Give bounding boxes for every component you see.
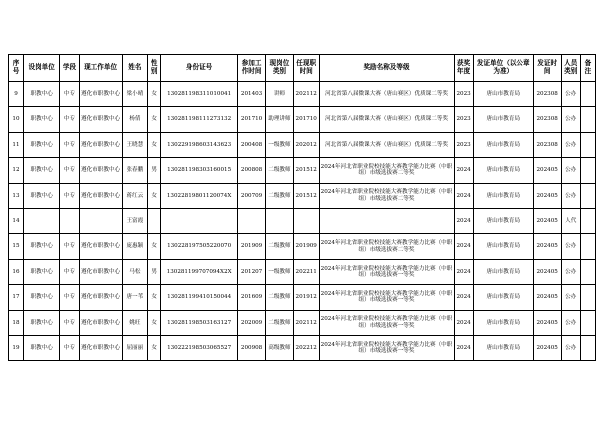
stage-cell: 中专 xyxy=(60,82,79,107)
issuer-cell: 唐山市教育局 xyxy=(473,285,533,310)
gender-cell: 女 xyxy=(148,132,161,157)
stage-cell: 中专 xyxy=(60,183,79,208)
note-cell xyxy=(580,107,595,132)
award-cell: 2024年河北省职业院校技能大赛教学能力比赛（中职组）市级选拔赛一等奖 xyxy=(319,335,454,360)
row-number-cell: 18 xyxy=(9,310,24,335)
id-number-cell: 130281198303160015 xyxy=(161,158,238,183)
header-row xyxy=(9,55,596,82)
post-type-cell xyxy=(266,208,294,233)
name-cell: 姚旺 xyxy=(122,310,148,335)
work-unit-cell: 遵化市职教中心 xyxy=(79,335,122,360)
start-date-cell: 200908 xyxy=(238,335,266,360)
row-number-cell: 13 xyxy=(9,183,24,208)
staff-type-cell: 公办 xyxy=(561,285,580,310)
post-unit-cell: 职教中心 xyxy=(23,335,59,360)
stage-cell: 中专 xyxy=(60,234,79,259)
note-cell xyxy=(580,208,595,233)
award-year-cell: 2023 xyxy=(454,82,473,107)
row-number-cell: 11 xyxy=(9,132,24,157)
issuer-cell: 唐山市教育局 xyxy=(473,183,533,208)
stage-cell: 中专 xyxy=(60,107,79,132)
since-date-cell: 202112 xyxy=(293,82,319,107)
award-year-cell: 2024 xyxy=(454,158,473,183)
column-header: 现工作单位 xyxy=(79,55,122,82)
start-date-cell xyxy=(238,208,266,233)
column-header: 现岗位类别 xyxy=(266,55,294,82)
name-cell: 蒋红云 xyxy=(122,183,148,208)
award-cell xyxy=(319,208,454,233)
name-cell: 杨倩 xyxy=(122,107,148,132)
award-cell: 2024年河北省职业院校技能大赛教学能力比赛（中职组）市级选拔赛一等奖 xyxy=(319,310,454,335)
staff-type-cell: 公办 xyxy=(561,259,580,284)
name-cell: 梁小晴 xyxy=(122,82,148,107)
post-unit-cell: 职教中心 xyxy=(23,285,59,310)
column-header: 身份证号 xyxy=(161,55,238,82)
gender-cell xyxy=(148,208,161,233)
name-cell: 张春鹏 xyxy=(122,158,148,183)
work-unit-cell: 遵化市职教中心 xyxy=(79,234,122,259)
name-cell: 王晓慧 xyxy=(122,132,148,157)
gender-cell: 男 xyxy=(148,259,161,284)
issue-date-cell: 202308 xyxy=(533,107,561,132)
issue-date-cell: 202405 xyxy=(533,335,561,360)
table-row xyxy=(9,158,596,183)
start-date-cell: 201710 xyxy=(238,107,266,132)
post-type-cell: 一级教师 xyxy=(266,259,294,284)
row-number-cell: 16 xyxy=(9,259,24,284)
post-type-cell: 高级教师 xyxy=(266,335,294,360)
row-number-cell: 17 xyxy=(9,285,24,310)
id-number-cell: 13022819801120074X xyxy=(161,183,238,208)
table-row xyxy=(9,82,596,107)
column-header: 设岗单位 xyxy=(23,55,59,82)
id-number-cell xyxy=(161,208,238,233)
work-unit-cell: 遵化市职教中心 xyxy=(79,158,122,183)
post-unit-cell: 职教中心 xyxy=(23,234,59,259)
since-date-cell: 202211 xyxy=(293,259,319,284)
gender-cell: 女 xyxy=(148,310,161,335)
work-unit-cell: 遵化市职教中心 xyxy=(79,259,122,284)
award-year-cell: 2023 xyxy=(454,132,473,157)
column-header: 性别 xyxy=(148,55,161,82)
row-number-cell: 15 xyxy=(9,234,24,259)
staff-type-cell: 公办 xyxy=(561,310,580,335)
gender-cell: 女 xyxy=(148,107,161,132)
gender-cell: 女 xyxy=(148,82,161,107)
issue-date-cell: 202405 xyxy=(533,285,561,310)
award-cell: 河北省第八届微课大赛（唐山赛区）优质课二等奖 xyxy=(319,132,454,157)
table-row xyxy=(9,310,596,335)
row-number-cell: 14 xyxy=(9,208,24,233)
note-cell xyxy=(580,335,595,360)
start-date-cell: 200709 xyxy=(238,183,266,208)
post-type-cell: 二级教师 xyxy=(266,310,294,335)
issuer-cell: 唐山市教育局 xyxy=(473,132,533,157)
staff-type-cell: 公办 xyxy=(561,107,580,132)
column-header: 发证单位（以公章为准） xyxy=(473,55,533,82)
table-row xyxy=(9,234,596,259)
issuer-cell: 唐山市教育局 xyxy=(473,107,533,132)
id-number-cell: 130281198311010041 xyxy=(161,82,238,107)
issuer-cell: 唐山市教育局 xyxy=(473,82,533,107)
work-unit-cell: 遵化市职教中心 xyxy=(79,82,122,107)
gender-cell: 女 xyxy=(148,234,161,259)
issuer-cell: 唐山市教育局 xyxy=(473,208,533,233)
note-cell xyxy=(580,82,595,107)
id-number-cell: 130281199410150044 xyxy=(161,285,238,310)
work-unit-cell xyxy=(79,208,122,233)
note-cell xyxy=(580,310,595,335)
staff-type-cell: 公办 xyxy=(561,183,580,208)
column-header: 姓名 xyxy=(122,55,148,82)
table-row xyxy=(9,208,596,233)
award-year-cell: 2024 xyxy=(454,183,473,208)
post-unit-cell: 职教中心 xyxy=(23,310,59,335)
stage-cell: 中专 xyxy=(60,310,79,335)
work-unit-cell: 遵化市职教中心 xyxy=(79,285,122,310)
gender-cell: 女 xyxy=(148,335,161,360)
award-cell: 河北省第八届微课大赛（唐山赛区）优质课二等奖 xyxy=(319,82,454,107)
note-cell xyxy=(580,285,595,310)
issuer-cell: 唐山市教育局 xyxy=(473,335,533,360)
column-header: 参加工作时间 xyxy=(238,55,266,82)
work-unit-cell: 遵化市职教中心 xyxy=(79,183,122,208)
column-header: 序号 xyxy=(9,55,24,82)
note-cell xyxy=(580,259,595,284)
start-date-cell: 200408 xyxy=(238,132,266,157)
post-unit-cell: 职教中心 xyxy=(23,132,59,157)
award-year-cell: 2024 xyxy=(454,335,473,360)
id-number-cell: 130281198111273132 xyxy=(161,107,238,132)
award-cell: 2024年河北省职业院校技能大赛教学能力比赛（中职组）市级选拔赛一等奖 xyxy=(319,259,454,284)
stage-cell: 中专 xyxy=(60,335,79,360)
staff-type-cell: 公办 xyxy=(561,234,580,259)
row-number-cell: 9 xyxy=(9,82,24,107)
work-unit-cell: 遵化市职教中心 xyxy=(79,107,122,132)
issue-date-cell: 202405 xyxy=(533,208,561,233)
name-cell: 唐一苇 xyxy=(122,285,148,310)
post-unit-cell: 职教中心 xyxy=(23,82,59,107)
since-date-cell: 201912 xyxy=(293,285,319,310)
award-cell: 2024年河北省职业院校技能大赛教学能力比赛（中职组）市级选拔赛一等奖 xyxy=(319,285,454,310)
since-date-cell: 201512 xyxy=(293,183,319,208)
stage-cell xyxy=(60,208,79,233)
issuer-cell: 唐山市教育局 xyxy=(473,158,533,183)
award-year-cell: 2024 xyxy=(454,234,473,259)
start-date-cell: 202009 xyxy=(238,310,266,335)
id-number-cell: 130228197505220070 xyxy=(161,234,238,259)
name-cell: 马松 xyxy=(122,259,148,284)
note-cell xyxy=(580,158,595,183)
gender-cell: 男 xyxy=(148,158,161,183)
award-cell: 2024年河北省职业院校技能大赛教学能力比赛（中职组）市级选拔赛二等奖 xyxy=(319,158,454,183)
stage-cell: 中专 xyxy=(60,158,79,183)
row-number-cell: 10 xyxy=(9,107,24,132)
table-row xyxy=(9,132,596,157)
start-date-cell: 201207 xyxy=(238,259,266,284)
since-date-cell: 202012 xyxy=(293,132,319,157)
note-cell xyxy=(580,183,595,208)
staff-type-cell: 公办 xyxy=(561,158,580,183)
post-unit-cell: 职教中心 xyxy=(23,183,59,208)
id-number-cell: 130229198603143623 xyxy=(161,132,238,157)
table-row xyxy=(9,285,596,310)
award-year-cell: 2024 xyxy=(454,285,473,310)
staff-type-cell: 公办 xyxy=(561,82,580,107)
name-cell: 庞惠颖 xyxy=(122,234,148,259)
gender-cell: 女 xyxy=(148,285,161,310)
post-type-cell: 二级教师 xyxy=(266,158,294,183)
since-date-cell: 201710 xyxy=(293,107,319,132)
name-cell: 屈丽丽 xyxy=(122,335,148,360)
since-date-cell: 202112 xyxy=(293,310,319,335)
column-header: 发证时间 xyxy=(533,55,561,82)
post-type-cell: 二级教师 xyxy=(266,183,294,208)
award-year-cell: 2024 xyxy=(454,259,473,284)
awards-table xyxy=(8,54,596,361)
since-date-cell: 201512 xyxy=(293,158,319,183)
column-header: 任现职时间 xyxy=(293,55,319,82)
issue-date-cell: 202405 xyxy=(533,259,561,284)
column-header: 获奖年度 xyxy=(454,55,473,82)
issue-date-cell: 202308 xyxy=(533,132,561,157)
award-cell: 2024年河北省职业院校技能大赛教学能力比赛（中职组）市级选拔赛二等奖 xyxy=(319,234,454,259)
post-type-cell: 二级教师 xyxy=(266,234,294,259)
start-date-cell: 201909 xyxy=(238,234,266,259)
issuer-cell: 唐山市教育局 xyxy=(473,234,533,259)
award-year-cell: 2024 xyxy=(454,310,473,335)
start-date-cell: 200808 xyxy=(238,158,266,183)
work-unit-cell: 遵化市职教中心 xyxy=(79,310,122,335)
note-cell xyxy=(580,234,595,259)
table-row xyxy=(9,183,596,208)
start-date-cell: 201403 xyxy=(238,82,266,107)
staff-type-cell: 人代 xyxy=(561,208,580,233)
post-type-cell: 助理讲师 xyxy=(266,107,294,132)
row-number-cell: 12 xyxy=(9,158,24,183)
stage-cell: 中专 xyxy=(60,259,79,284)
work-unit-cell: 遵化市职教中心 xyxy=(79,132,122,157)
post-unit-cell xyxy=(23,208,59,233)
post-unit-cell: 职教中心 xyxy=(23,259,59,284)
post-type-cell: 讲师 xyxy=(266,82,294,107)
column-header: 人员类别 xyxy=(561,55,580,82)
column-header: 奖励名称及等级 xyxy=(319,55,454,82)
issue-date-cell: 202405 xyxy=(533,310,561,335)
id-number-cell: 130281199707094X2X xyxy=(161,259,238,284)
name-cell: 王富霞 xyxy=(122,208,148,233)
since-date-cell: 201909 xyxy=(293,234,319,259)
issuer-cell: 唐山市教育局 xyxy=(473,310,533,335)
gender-cell: 女 xyxy=(148,183,161,208)
issuer-cell: 唐山市教育局 xyxy=(473,259,533,284)
id-number-cell: 130281198503163127 xyxy=(161,310,238,335)
issue-date-cell: 202308 xyxy=(533,82,561,107)
start-date-cell: 201609 xyxy=(238,285,266,310)
post-type-cell: 一级教师 xyxy=(266,132,294,157)
staff-type-cell: 公办 xyxy=(561,132,580,157)
column-header: 备注 xyxy=(580,55,595,82)
staff-type-cell: 公办 xyxy=(561,335,580,360)
post-type-cell: 二级教师 xyxy=(266,285,294,310)
award-year-cell: 2023 xyxy=(454,107,473,132)
row-number-cell: 19 xyxy=(9,335,24,360)
issue-date-cell: 202405 xyxy=(533,183,561,208)
issue-date-cell: 202405 xyxy=(533,158,561,183)
stage-cell: 中专 xyxy=(60,285,79,310)
table-body xyxy=(9,82,596,361)
award-cell: 河北省第八届微课大赛（唐山赛区）优质课二等奖 xyxy=(319,107,454,132)
id-number-cell: 130222198503065527 xyxy=(161,335,238,360)
table-row xyxy=(9,335,596,360)
post-unit-cell: 职教中心 xyxy=(23,107,59,132)
since-date-cell: 202212 xyxy=(293,335,319,360)
issue-date-cell: 202405 xyxy=(533,234,561,259)
column-header: 学段 xyxy=(60,55,79,82)
since-date-cell xyxy=(293,208,319,233)
post-unit-cell: 职教中心 xyxy=(23,158,59,183)
table-row xyxy=(9,107,596,132)
table-row xyxy=(9,259,596,284)
award-year-cell: 2024 xyxy=(454,208,473,233)
stage-cell: 中专 xyxy=(60,132,79,157)
award-cell: 2024年河北省职业院校技能大赛教学能力比赛（中职组）市级选拔赛二等奖 xyxy=(319,183,454,208)
note-cell xyxy=(580,132,595,157)
